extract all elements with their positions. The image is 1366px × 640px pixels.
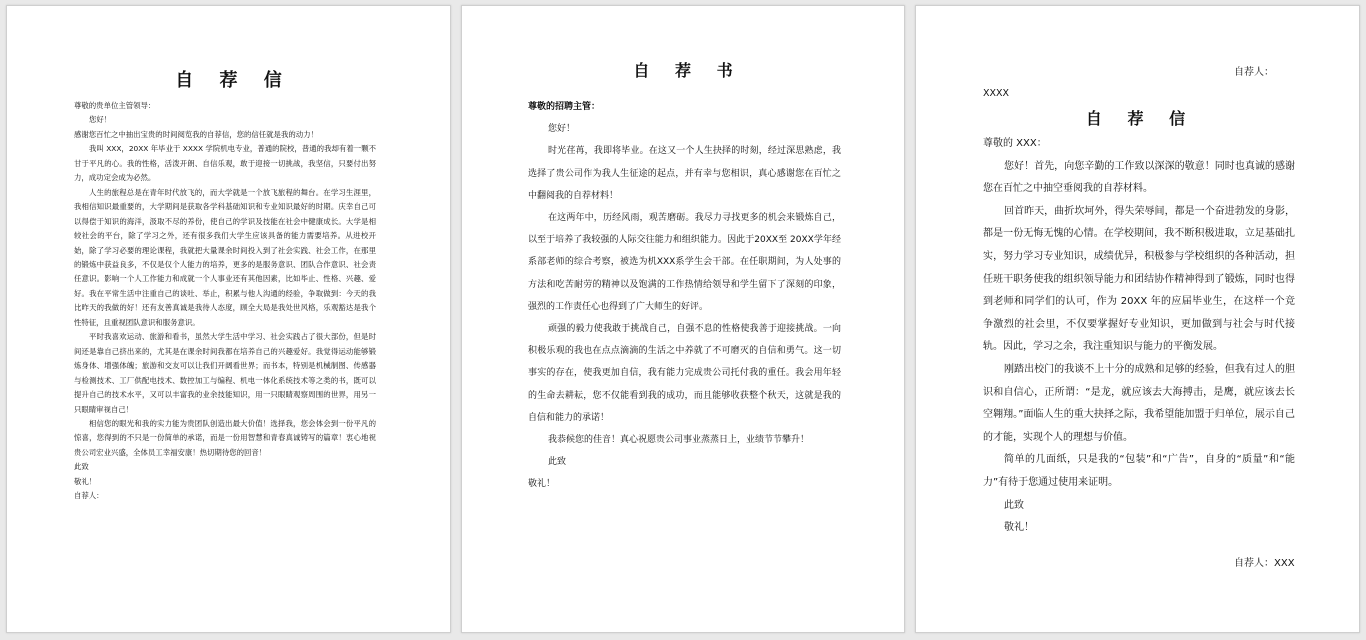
salutation: 尊敬的 XXX：: [983, 138, 1047, 149]
closing-line: 此致: [548, 457, 567, 468]
closing-line: 敬礼！: [74, 476, 97, 486]
page-title: 自 荐 信: [1085, 109, 1196, 128]
paragraph: 刚踏出校门的我谈不上十分的成熟和足够的经验，但我有过人的胆识和自信心，正所谓：“是龙，就应该去大海搏击，是鹰，就应该去长空翱翔。”面临人生的重大抉择之际，我希望能加盟于归单位，展示自己的才能，实现个人的理想与价值。: [983, 363, 1295, 443]
letter-body: [983, 133, 1295, 540]
paragraph: 感谢您百忙之中抽出宝贵的时间阅览我的自荐信，您的信任就是我的动力！: [74, 129, 318, 139]
paragraph: 在这两年中，历经风雨，观苦磨砺。我尽力寻找更多的机会来锻炼自己，以至于培养了我较强的人际交往能力和组织能力。因此于20XX至 20XX学年经系部老师的综合考察，被选为机XXX系学生会干部。在任职期间，为人处事的方法和吃苦耐劳的精神以及饱满的工作热情给领导和学生留下了深刻的印象，强烈的工作责任心也得到了广大师生的好评。: [528, 213, 841, 312]
document-page-2: [461, 5, 905, 633]
paragraph: 我恭候您的佳音！真心祝愿贵公司事业蒸蒸日上，业绩节节攀升！: [548, 435, 810, 446]
signer-line: 自荐人：: [74, 491, 104, 501]
applicant-name: XXXX: [983, 88, 1010, 99]
salutation: 尊敬的贵单位主管领导：: [74, 101, 156, 110]
paragraph: 简单的几面纸，只是我的“包装”和“广告”，自身的“质量”和“能力”有待于您通过使用来证明。: [983, 454, 1295, 488]
page-title: 自 荐 信: [175, 70, 292, 91]
paragraph: 我叫 XXX，20XX 年毕业于 XXXX 学院机电专业，普通的院校，普通的我却有着一颗不甘于平凡的心。我的性格，活泼开朗、自信乐观，敢于迎接一切挑战，我坚信，只要付出努力，成功定会成为必然。: [74, 144, 376, 183]
document-page-1: [6, 5, 451, 633]
paragraph: 时光荏苒，我即将毕业。在这又一个人生抉择的时刻，经过深思熟虑，我选择了贵公司作为我人生征途的起点，并有幸与您相识，真心感谢您在百忙之中翻阅我的自荐材料！: [528, 146, 841, 201]
page-title: 自 荐 书: [633, 61, 743, 80]
paragraph: 人生的旅程总是在青年时代放飞的，而大学就是一个放飞旅程的舞台。在学习生涯里，我相信知识最重要的，大学期间是获取各学科基础知识和专业知识最好的时期。庆幸自己可以得偿于知识的海洋，汲取不尽的养份，使自己的学识及技能在社会中健康成长。大学是相较社会的平台，除了学习之外，还有很多我们大学生应该具备的能力需要培养。从进校开始，除了学习必要的理论课程，我就把大量课余时间投入到了社会实践、社会工作，在那里的锻炼中获益良多，不仅是仅个人能力的培养，更多的是服务意识、团队合作意识、社会责任意识。影响一个人工作能力和成就一个人事业还有其他因素，比如毕止、性格、兴趣、爱好。我在平常生活中注重自己的谈吐、举止，积累与他人沟通的经验，争取做到：今天的我比昨天的我做的好！还有友善真诚是我待人态度，顾全大局是我处世风格，乐观豁达是我个性特征，且重视团队意识和服务意识。: [74, 187, 376, 327]
closing-line: 敬礼！: [1004, 522, 1034, 534]
document-page-3: [915, 5, 1360, 633]
greeting: 您好！: [89, 115, 112, 125]
paragraph: 您好！首先，向您辛勤的工作致以深深的敬意！同时也真诚的感谢您在百忙之中抽空垂阅我的自荐材料。: [983, 160, 1295, 195]
greeting: 您好！: [548, 124, 576, 135]
letter-body: [74, 99, 376, 504]
paragraph: 相信您的眼光和我的实力能为贵团队创造出最大价值！选择我，您会体会到一份平凡的惊喜，您得到的不只是一份简单的承诺，而是一份用智慧和青春真诚铸写的篇章！衷心地祝贵公司宏业兴盛，全体员工幸福安康！热切期待您的回音！: [74, 418, 376, 457]
letter-body: [528, 96, 841, 496]
paragraph: 回首昨天，曲折坎坷外，得失荣辱间，都是一个奋进勃发的身影，都是一份无悔无愧的心情。在学校期间，我不断积极进取，立足基础扎实，努力学习专业知识，成绩优异，积极参与学校组织的各种活动，担任班干职务使我的组织领导能力和团结协作精神得到了锻炼，同时也得到老师和同学们的认可，作为 20XX 年的应届毕业生，在这样一个竞争激烈的社会里，不仅要掌握好专业知识，更加做到与社会与时代接轨。因此，学习之余，我注重知识与能力的平衡发展。: [983, 205, 1295, 353]
closing-line: 此致: [1004, 499, 1024, 511]
paragraph: 平时我喜欢运动、旅游和看书，虽然大学生活中学习、社会实践占了很大部份，但是时间还是靠自己挤出来的，尤其是在课余时间我都在培养自己的兴趣爱好。我觉得运动能够锻炼身体、增强体魄；旅游和交友可以让我们开阔看世界；而书本，特别是机械制图、传感器与检测技术、工厂供配电技术、数控加工与编程、机电一体化系统技术等之类的书，既可以提升自己的技术水平，又可以丰富我的业余技能知识，用一只眼睛观察周围的世界，用另一只眼睛审视自己！: [74, 332, 376, 414]
closing-line: 此致: [74, 462, 89, 472]
signer-line-bottom: 自荐人：XXX: [1234, 558, 1295, 569]
paragraph: 顽强的毅力使我敢于挑战自己，自强不息的性格使我善于迎接挑战。一向积极乐观的我也在点点滴滴的生活之中养就了不可磨灭的自信和勇气。这一切事实的存在，使我更加自信，我有能力完成贵公司托付我的重任。我会用年轻的生命去耕耘，您不仅能看到我的成功，而且能够收获整个秋天，这就是我的自信和能力的承诺！: [528, 324, 841, 423]
signer-line-top: 自荐人：: [1234, 67, 1274, 78]
salutation: 尊敬的招聘主管：: [528, 102, 601, 112]
closing-line: 敬礼！: [528, 479, 556, 490]
